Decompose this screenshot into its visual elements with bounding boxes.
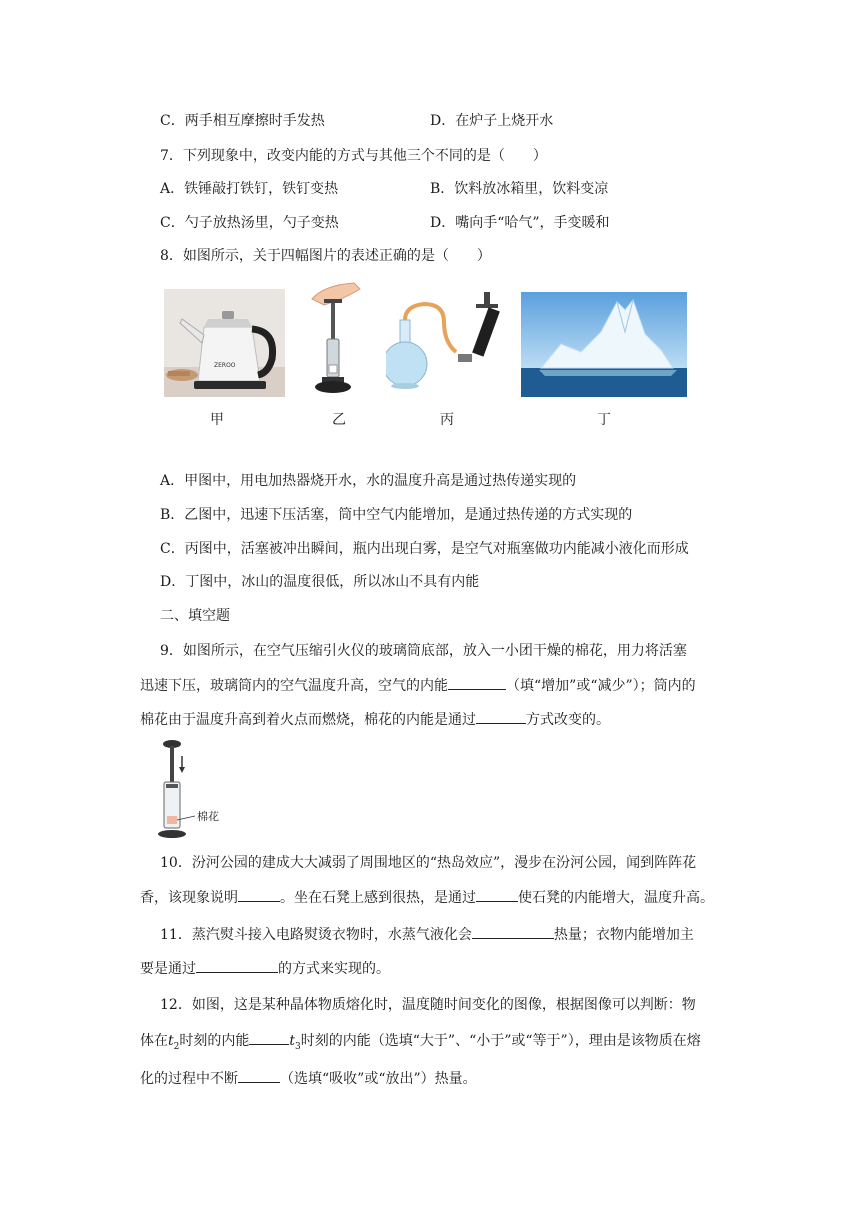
q11-line2: [140, 958, 390, 979]
q7-option-d: D．嘴向手“哈气”，手变暖和: [430, 215, 610, 231]
q9-line3-text-a: 棉花由于温度升高到着火点而燃烧，棉花的内能是通过: [140, 712, 476, 728]
cotton-label: 棉花: [197, 810, 219, 823]
q12-line3-text-b: （选填“吸收”或“放出”）热量。: [280, 1071, 477, 1087]
q10-line2-text-b: 。坐在石凳上感到很热，是通过: [280, 890, 476, 906]
q12-line2: [140, 1030, 701, 1057]
q11-blank-1[interactable]: [472, 924, 554, 939]
q8-option-b: B．乙图中，迅速下压活塞，筒中空气内能增加，是通过热传递的方式实现的: [160, 507, 633, 523]
q9-line2-text-a: 迅速下压，玻璃筒内的空气温度升高，空气的内能: [140, 678, 448, 694]
q12-t3-symbol: t: [289, 1033, 296, 1049]
fire-syringe-hand-figure: [304, 279, 362, 397]
q7-stem: 7．下列现象中，改变内能的方式与其他三个不同的是（ ）: [160, 148, 547, 164]
q9-blank-1[interactable]: [448, 675, 506, 690]
air-compression-igniter-figure: [155, 738, 225, 840]
q12-t2-symbol: t: [168, 1033, 174, 1049]
q12-t2-subscript: 2: [173, 1041, 180, 1052]
q10-line2: [140, 887, 714, 908]
q11-line2-text-b: 的方式来实现的。: [278, 961, 390, 977]
q9-line3: [140, 709, 610, 730]
q8-option-c: C．丙图中，活塞被冲出瞬间，瓶内出现白雾，是空气对瓶塞做功内能减小液化而形成: [160, 541, 689, 557]
q12-line1: 12．如图，这是某种晶体物质熔化时，温度随时间变化的图像，根据图像可以判断：物: [160, 997, 696, 1013]
q7-option-c: C．勺子放热汤里，勺子变热: [160, 215, 339, 231]
figure-caption-bing: 丙: [440, 412, 454, 428]
q11-line2-text-a: 要是通过: [140, 961, 196, 977]
q12-line2-text-b: 时刻的内能: [179, 1033, 250, 1049]
q10-line1: 10．汾河公园的建成大大减弱了周围地区的“热岛效应”，漫步在汾河公园，闻到阵阵花: [160, 855, 697, 871]
q12-blank-2[interactable]: [238, 1068, 280, 1083]
q8-option-d: D．丁图中，冰山的温度很低，所以冰山不具有内能: [160, 574, 480, 590]
q7-option-b: B．饮料放冰箱里，饮料变凉: [430, 181, 609, 197]
q9-line3-text-b: 方式改变的。: [526, 712, 610, 728]
q6-option-d: D．在炉子上烧开水: [430, 113, 554, 129]
flask-pump-figure: [386, 292, 506, 398]
q10-blank-2[interactable]: [476, 887, 518, 902]
q9-line2: [140, 675, 696, 696]
figure-caption-ding: 丁: [597, 412, 611, 428]
iceberg-photo: [521, 292, 687, 397]
q6-option-c: C．两手相互摩擦时手发热: [160, 113, 325, 129]
q9-blank-2[interactable]: [476, 709, 526, 724]
figure-caption-jia: 甲: [210, 412, 224, 428]
q10-line2-text-a: 香，该现象说明: [140, 890, 238, 906]
figure-caption-yi: 乙: [332, 412, 346, 428]
q12-line3: [140, 1068, 477, 1089]
q11-blank-2[interactable]: [196, 958, 278, 973]
kettle-brand: ZEROO: [214, 362, 236, 369]
q12-t3-subscript: 3: [295, 1041, 301, 1052]
q9-line1: 9．如图所示，在空气压缩引火仪的玻璃筒底部，放入一小团干燥的棉花，用力将活塞: [160, 643, 687, 659]
section-heading-fill-in: 二、填空题: [160, 608, 230, 624]
q12-blank-1[interactable]: [249, 1030, 289, 1045]
q12-line2-text-c: 时刻的内能（选填“大于”、“小于”或“等于”），理由是该物质在熔: [300, 1033, 701, 1049]
q11-line1-text-b: 热量；衣物内能增加主: [553, 927, 694, 943]
q10-blank-1[interactable]: [238, 887, 280, 902]
q7-option-a: A．铁锤敲打铁钉，铁钉变热: [160, 181, 339, 197]
q12-line3-text-a: 化的过程中不断: [140, 1071, 238, 1087]
kettle-photo: [164, 289, 285, 397]
q12-line2-text-a: 体在: [140, 1033, 168, 1049]
q11-line1: [160, 924, 694, 945]
q11-line1-text-a: 11．蒸汽熨斗接入电路熨烫衣物时，水蒸气液化会: [160, 927, 472, 943]
q8-option-a: A．甲图中，用电加热器烧开水，水的温度升高是通过热传递实现的: [160, 473, 577, 489]
q9-line2-text-b: （填“增加”或“减少”）；筒内的: [506, 678, 696, 694]
q8-stem: 8．如图所示，关于四幅图片的表述正确的是（ ）: [160, 248, 491, 264]
q10-line2-text-c: 使石凳的内能增大，温度升高。: [518, 890, 714, 906]
